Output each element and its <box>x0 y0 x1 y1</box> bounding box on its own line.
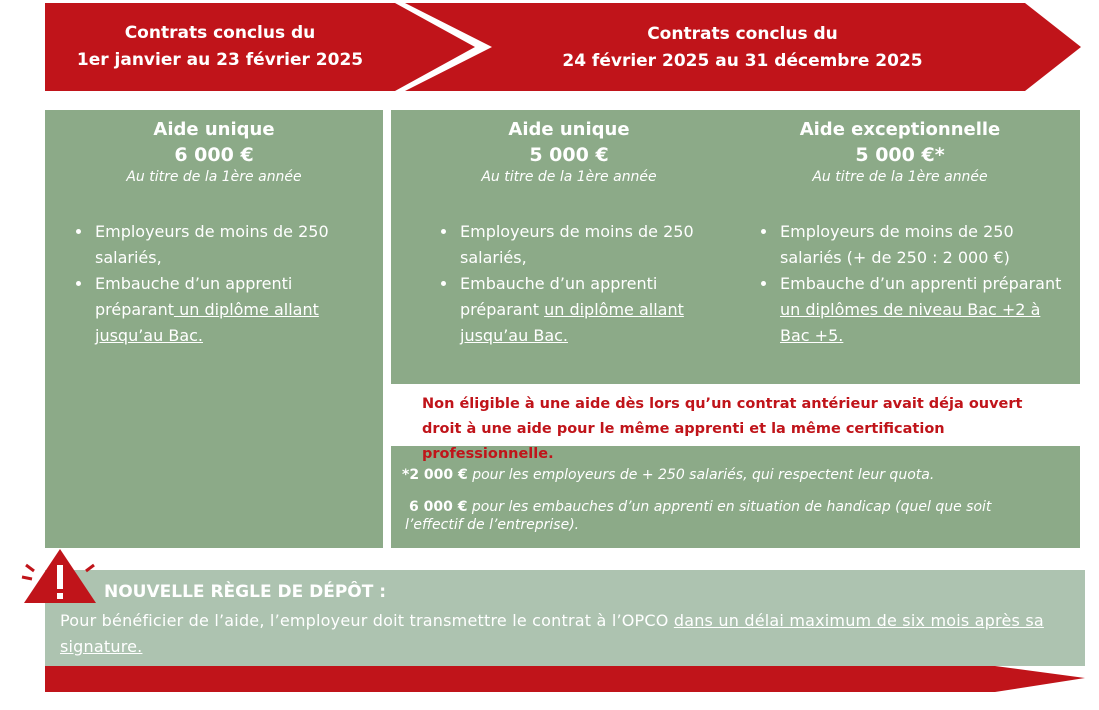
col1-bullet2-underlined: un diplôme allant jusqu’au Bac. <box>95 300 319 345</box>
col1-amount: 6 000 € <box>174 144 254 166</box>
footnote-2-text: pour les embauches d’un apprenti en situation de handicap (quel que soit l’effectif de l’entreprise). <box>405 499 992 533</box>
header-right-line1: Contrats conclus du <box>647 24 838 44</box>
col1-title: Aide unique <box>153 119 275 140</box>
bottom-red-bar <box>0 660 1099 700</box>
rule-text-main: Pour bénéficier de l’aide, l’employeur doit transmettre le contrat à l’OPCO <box>60 611 674 630</box>
eligibility-warning: Non éligible à une aide dès lors qu’un contrat antérieur avait déja ouvert droit à une aide pour le même apprenti et la même certification professionnelle. <box>422 396 1023 462</box>
header-right-line2: 24 février 2025 au 31 décembre 2025 <box>562 51 923 71</box>
footnote-1-amount: *2 000 € <box>402 467 468 483</box>
col1-subtitle: Au titre de la 1ère année <box>126 169 302 185</box>
col3-bullets <box>745 219 1080 349</box>
col3-bullet2-underlined: un diplômes de niveau Bac +2 à Bac +5. <box>780 300 1041 345</box>
col2-bullet1 <box>458 219 713 271</box>
col1-bullet2 <box>93 271 363 349</box>
rule-text-underlined: dans un délai maximum de six mois après sa signature. <box>60 611 1044 656</box>
col2-bullet2-text: Embauche d’un apprenti préparant <box>460 274 658 319</box>
col2-title: Aide unique <box>508 119 630 140</box>
col3-amount: 5 000 €* <box>855 144 945 166</box>
col2-bullet1-text: Employeurs de moins de 250 salariés, <box>460 222 694 267</box>
header-left-line2: 1er janvier au 23 février 2025 <box>76 50 364 70</box>
col1-bullets <box>45 219 383 349</box>
col3-bullet2-text: Embauche d’un apprenti préparant <box>780 274 1062 293</box>
rule-title: NOUVELLE RÈGLE DE DÉPÔT : <box>104 582 387 602</box>
col2-content <box>391 117 751 349</box>
col3-bullet2 <box>778 271 1072 349</box>
col1-content <box>45 117 383 349</box>
footnote-2 <box>405 498 1045 534</box>
col3-bullet1 <box>778 219 1072 271</box>
col3-subtitle: Au titre de la 1ère année <box>812 169 988 185</box>
col3-bullet1-text: Employeurs de moins de 250 salariés (+ de 250 : 2 000 €) <box>780 222 1014 267</box>
col1-bullet2-text: Embauche d’un apprenti préparant <box>95 274 293 319</box>
header-right <box>500 21 985 75</box>
col3-content <box>745 117 1080 349</box>
col2-subtitle: Au titre de la 1ère année <box>481 169 657 185</box>
footnote-1-text: pour les employeurs de + 250 salariés, qui respectent leur quota. <box>472 467 935 483</box>
bottom-red-shape <box>45 666 1085 692</box>
header-left <box>45 20 395 74</box>
col1-bullet1-text: Employeurs de moins de 250 salariés, <box>95 222 329 267</box>
warning-triangle-icon <box>20 545 100 607</box>
col2-bullet2 <box>458 271 713 349</box>
col2-bullet2-underlined: un diplôme allant jusqu’au Bac. <box>460 300 684 345</box>
col1-bullet1 <box>93 219 363 271</box>
footnote-1 <box>402 466 1072 484</box>
col2-amount: 5 000 € <box>529 144 609 166</box>
header-left-line1: Contrats conclus du <box>124 23 316 43</box>
footnote-2-amount: 6 000 € <box>409 499 468 515</box>
rule-text <box>60 608 1070 660</box>
col3-title: Aide exceptionnelle <box>799 119 1001 140</box>
col2-bullets <box>391 219 751 349</box>
